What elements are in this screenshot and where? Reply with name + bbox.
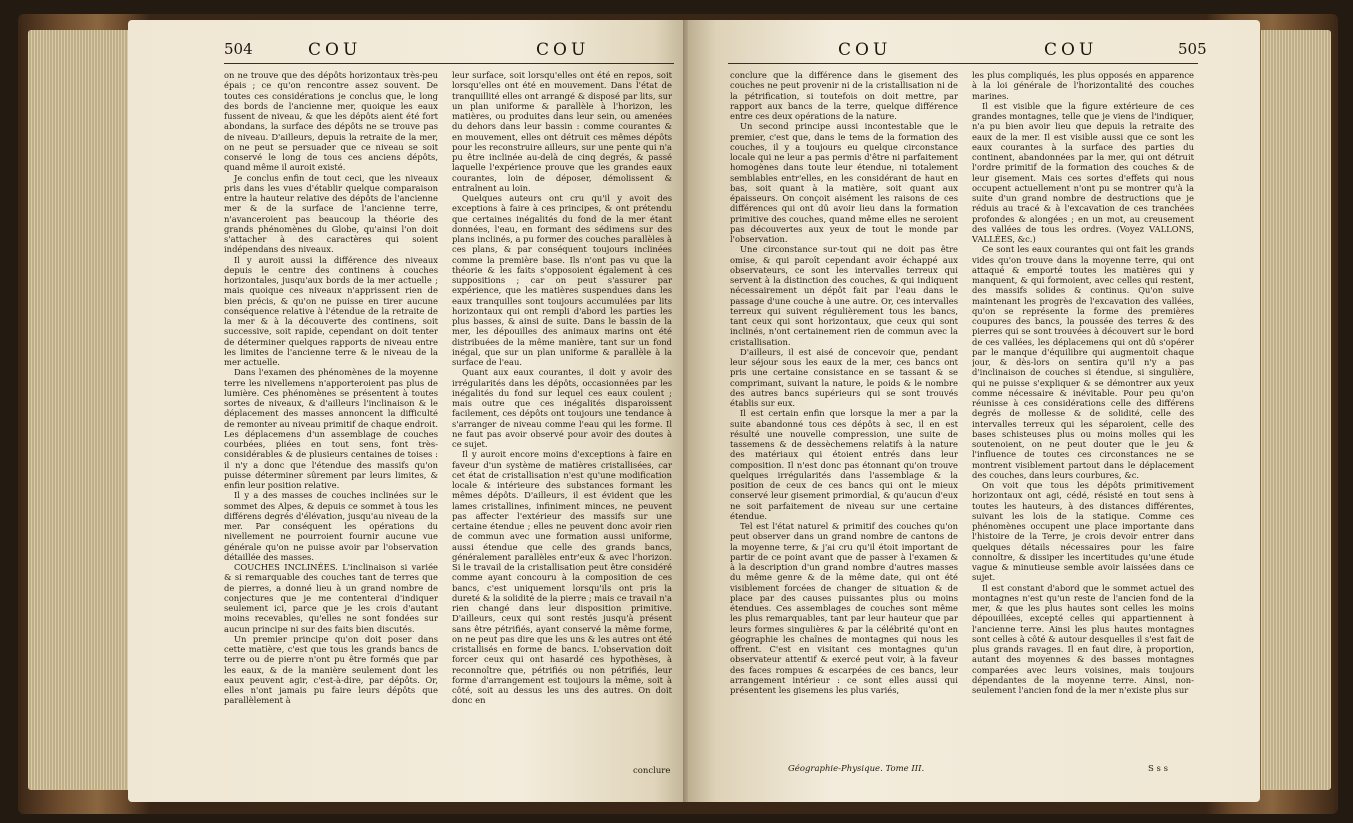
paragraph: Quelques auteurs ont cru qu'il y avoit des exceptions à faire à ces principes, & ont prétendu que certaines inégalités du fond de la mer étant données, l'eau, en formant des sédimens sur des plans inclinés, a pu former des couches parallèles à ces plans, & par conséquent toujours inclinées comme la première base. Ils n'ont pas vu que la théorie & les faits s'opposoient également à ces suppositions ; car on peut s'assurer par expérience, que les matières suspendues dans les eaux tranquilles sont toujours accumulées par lits horizontaux qui ont rempli d'abord les parties les plus basses, & ainsi de suite. Dans le bassin de la mer, les dépouilles des animaux marins ont été distribuées de la même manière, tant sur un fond inégal, que sur un plan uniforme & parallèle à la surface de l'eau. bbox=[452, 193, 672, 367]
paragraph: D'ailleurs, il est aisé de concevoir que, pendant leur séjour sous les eaux de la mer, ces bancs ont pris une certaine consistance en se tassant & se comprimant, suivant la nature, le poids & le nombre des autres bancs supérieurs qui se sont trouvés établis sur eux. bbox=[730, 346, 958, 408]
paragraph: Il est constant d'abord que le sommet actuel des montagnes n'est qu'un reste de l'ancien fond de la mer, & que les plus hautes sont celles les moins dépouillées, excepté celles qui appartiennent à l'ancienne terre. Ainsi les plus hautes montagnes sont celles à côté & autour desquelles il s'est fait de plus grands ravages. Il en faut dire, à proportion, autant des moyennes & des basses montagnes comparées avec leurs voisines, mais toujours dépendantes de la moyenne terre. Ainsi, non-seulement l'ancien fond de la mer n'existe plus sur bbox=[972, 582, 1194, 695]
paragraph: COUCHES INCLINÉES. L'inclinaison si variée & si remarquable des couches tant de terres que de pierres, a donné lieu à un grand nombre de conjectures que je me contenterai d'indiquer seulement ici, parce que je les crois d'autant moins recevables, qu'elles ne sont fondées sur aucun principe ni sur des faits bien discutés. bbox=[224, 562, 438, 634]
left-header-left: COU bbox=[308, 40, 362, 60]
left-catchword: conclure bbox=[633, 766, 671, 776]
left-page-stack bbox=[28, 30, 138, 790]
right-header-right: COU bbox=[1044, 40, 1098, 60]
paragraph: Il est visible que la figure extérieure de ces grandes montagnes, telle que je viens de l'indiquer, n'a pu bien avoir lieu que depuis la retraite des eaux de la mer. Il est visible aussi que ce sont les eaux courantes à la surface des parties du continent, abandonnées par la mer, qui ont détruit l'ordre primitif de la formation des couches & de leur gisement. Mais ces sortes d'effets qui nous occupent actuellement n'ont pu se montrer qu'à la suite d'un grand nombre de destructions que je réduis au tracé & à l'excavation de ces tranchées profondes & alongées ; en un mot, au creusement des vallées de tous les ordres. (Voyez VALLONS, VALLÉES, &c.) bbox=[972, 100, 1194, 244]
paragraph: Il est certain enfin que lorsque la mer a par la suite abandonné tous ces dépôts à sec, il en est résulté une nouvelle compression, une suite de tassemens & de dessèchemens relatifs à la nature des matériaux qui étoient entrés dans leur composition. Il n'est donc pas étonnant qu'on trouve quelques irrégularités dans l'assemblage & la position de ceux de ces bancs qui ont le mieux conservé leur gisement primordial, & qu'aucun d'eux ne soit parfaitement de niveau sur une certaine étendue. bbox=[730, 408, 958, 521]
right-page bbox=[688, 20, 1260, 802]
paragraph: les plus compliqués, les plus opposés en apparence à la loi générale de l'horizontalité des couches marines. bbox=[972, 70, 1194, 101]
paragraph: Il y auroit encore moins d'exceptions à faire en faveur d'un système de matières cristallisées, car cet état de cristallisation n'est qu'une modification locale & intérieure des substances formant les mêmes dépôts. D'ailleurs, il est évident que les lames cristallines, infiniment minces, ne peuvent pas affecter l'extérieur des massifs sur une certaine étendue ; elles ne peuvent donc avoir rien de commun avec une formation aussi uniforme, aussi étendue que celle des grands bancs, généralement parallèles entr'eux & avec l'horizon. Si le travail de la cristallisation peut être considéré comme ayant concouru à la composition de ces bancs, c'est uniquement lorsqu'ils ont pris la dureté & la solidité de la pierre ; mais ce travail n'a rien changé dans leur disposition primitive. D'ailleurs, ceux qui sont restés jusqu'à présent sans être pétrifiés, ayant conservé la même forme, on ne peut pas dire que les uns & les autres ont été cristallisés en forme de bancs. L'observation doit forcer ceux qui ont hasardé ces hypothèses, à reconnoître que, pétrifiés ou non pétrifiés, leur forme d'arrangement est toujours la même, soit à côté, soit au dessus les uns des autres. On doit donc en bbox=[452, 449, 672, 706]
paragraph: Dans l'examen des phénomènes de la moyenne terre les nivellemens n'apporteroient pas plus de lumière. Ces phénomènes se présentent à toutes sortes de niveaux, & d'ailleurs l'inclinaison & le déplacement des masses annoncent la difficulté de remonter au niveau primitif de chaque endroit. Les déplacemens d'un assemblage de couches courbées, pliées en tout sens, font très-considérables & de plusieurs centaines de toises : il n'y a donc que l'étendue des massifs qu'on puisse déterminer sûrement par leurs limites, & enfin leur position relative. bbox=[224, 367, 438, 490]
right-column-1 bbox=[730, 70, 958, 760]
paragraph: Une circonstance sur-tout qui ne doit pas être omise, & qui paroît cependant avoir échappé aux observateurs, ce sont les intervalles terreux qui servent à la distinction des couches, & qui indiquent nécessairement un dépôt fait par l'eau dans le passage d'une couche à une autre. Or, ces intervalles terreux qui suivent régulièrement tous les bancs, tant ceux qui sont horizontaux, que ceux qui sont inclinés, n'ont certainement rien de commun avec la cristallisation. bbox=[730, 244, 958, 347]
paragraph: Un second principe aussi incontestable que le premier, c'est que, dans le tems de la formation des couches, il y a toujours eu quelque circonstance locale qui ne leur a pas permis d'être ni parfaitement homogènes dans toute leur étendue, ni totalement semblables entr'elles, en les considérant de haut en bas, soit quant à la matière, soit quant aux épaisseurs. On conçoit aisément les raisons de ces différences qui ont dû avoir lieu dans la formation primitive des couches, quand même elles ne seroient pas découvertes aux yeux de tout le monde par l'observation. bbox=[730, 121, 958, 244]
left-page-number: 504 bbox=[224, 40, 253, 58]
paragraph: Tel est l'état naturel & primitif des couches qu'on peut observer dans un grand nombre de cantons de la moyenne terre, & j'ai cru qu'il étoit important de partir de ce point avant que de passer à l'examen & à la description d'un grand nombre d'autres masses du même genre & de la même date, qui ont été visiblement forcées de changer de situation & de place par des causes puissantes plus ou moins étendues. Ces assemblages de couches sont même les plus remarquables, tant par leur hauteur que par leurs formes singulières & par la célébrité qu'ont en géographie les chaînes de montagnes qui nous les offrent. C'est en visitant ces montagnes qu'un observateur attentif & exercé peut voir, à la faveur des faces rompues & escarpées de ces bancs, leur arrangement intérieur : ce sont elles aussi qui présentent les gisemens les plus variés, bbox=[730, 521, 958, 695]
left-column-1 bbox=[224, 70, 438, 760]
paragraph: Un premier principe qu'on doit poser dans cette matière, c'est que tous les grands bancs de terre ou de pierre n'ont pu être formés que par les eaux, & de la manière seulement dont les eaux peuvent agir, c'est-à-dire, par dépôts. Or, elles n'ont jamais pu faire leurs dépôts que parallèlement à bbox=[224, 633, 438, 706]
signature-line: Géographie-Physique. Tome III. bbox=[788, 764, 925, 774]
paragraph: Je conclus enfin de tout ceci, que les niveaux pris dans les vues d'établir quelque comparaison entre la hauteur relative des dépôts de l'ancienne mer & de la surface de l'ancienne terre, n'avanceroient pas beaucoup la théorie des grands phénomènes du Globe, qu'ainsi l'on doit s'attacher à des caractères qui soient indépendans des niveaux. bbox=[224, 172, 438, 255]
signature-mark: S s s bbox=[1148, 764, 1168, 774]
left-header-rule bbox=[224, 63, 674, 64]
right-page-stack bbox=[1261, 30, 1331, 790]
left-column-2 bbox=[452, 70, 672, 760]
paragraph: Ce sont les eaux courantes qui ont fait les grands vides qu'on trouve dans la moyenne terre, qui ont attaqué & emporté toutes les matières qui y manquent, & qui formoient, avec celles qui restent, des massifs solides & continus. Qu'on suive maintenant les progrès de l'excavation des vallées, qu'on se représente la forme des premières coupures des bancs, la poussée des terres & des pierres qui se sont trouvées à découvert sur le bord de ces vallées, les déplacemens qui ont dû s'opérer par le manque d'équilibre qui augmentoit chaque jour, & dès-lors on sentira qu'il n'y a pas d'inclinaison de couches si étendue, si singulière, qui ne puisse s'expliquer & se démontrer aux yeux comme nécessaire & inévitable. Pour peu qu'on réunisse à ces considérations celle des différens degrés de mollesse & de solidité, celle des intervalles terreux qui les séparoient, celle des bases schisteuses plus ou moins molles qui les soutenoient, on ne peut douter que le jeu & l'influence de toutes ces circonstances ne se montrent visiblement partout dans le déplacement des couches, dans leurs courbures, &c. bbox=[972, 244, 1194, 480]
paragraph: leur surface, soit lorsqu'elles ont été en repos, soit lorsqu'elles ont été en mouvement. Dans l'état de tranquillité elles ont arrangé & disposé par lits, sur un plan uniforme & parallèle à l'horizon, les matières, ou produites dans leur sein, ou amenées du dehors dans leur bassin : comme courantes & en mouvement, elles ont détruit ces mêmes dépôts pour les reconstruire ailleurs, sur une pente qui n'a pu être inclinée au-delà de cinq degrés, & passé laquelle l'expérience prouve que les grandes eaux courantes, loin de déposer, démolissent & entraînent au loin. bbox=[452, 70, 672, 193]
paragraph: Quant aux eaux courantes, il doit y avoir des irrégularités dans les dépôts, occasionnées par les inégalités du fond sur lequel ces eaux coulent ; mais outre que ces inégalités disparoissent facilement, ces dépôts ont toujours une tendance à s'arranger de niveau comme l'eau qui les forme. Il ne faut pas avoir observé pour avoir des doutes à ce sujet. bbox=[452, 367, 672, 449]
paragraph: On voit que tous les dépôts primitivement horizontaux ont agi, cédé, résisté en tout sens à toutes les hauteurs, à des distances différentes, suivant les lois de la statique. Comme ces phénomènes occupent une place importante dans l'histoire de la Terre, je crois devoir entrer dans quelques détails nécessaires pour les faire connoître, & dissiper les incertitudes qu'une étude vague & minutieuse semble avoir laissées dans ce sujet. bbox=[972, 480, 1194, 583]
right-header-rule bbox=[728, 63, 1198, 64]
paragraph: Il y a des masses de couches inclinées sur le sommet des Alpes, & depuis ce sommet à tous les différens degrés d'élévation, jusqu'au niveau de la mer. Par conséquent les opérations du nivellement ne pourroient fournir aucune vue générale qu'on ne puisse avoir par l'observation détaillée des masses. bbox=[224, 490, 438, 562]
right-header-left: COU bbox=[838, 40, 892, 60]
paragraph: on ne trouve que des dépôts horizontaux très-peu épais ; ce qu'on rencontre assez souvent. De toutes ces considérations je conclus que, le long des bords de l'ancienne mer, quoique les eaux fussent de niveau, & que les dépôts aient été fort abondans, la surface des dépôts ne se trouve pas de niveau. D'ailleurs, depuis la retraite de la mer, on ne peut se persuader que ce niveau se soit conservé le long de tous ces anciens dépôts, quand même il auroit existé. bbox=[224, 70, 438, 173]
left-page bbox=[128, 20, 688, 802]
right-column-2 bbox=[972, 70, 1194, 760]
paragraph: conclure que la différence dans le gisement des couches ne peut provenir ni de la cristallisation ni de la pétrification, si toutefois on doit mettre, par rapport aux bancs de la terre, quelque différence entre ces deux opérations de la nature. bbox=[730, 70, 958, 121]
left-header-right: COU bbox=[536, 40, 590, 60]
right-page-number: 505 bbox=[1178, 40, 1207, 58]
paragraph: Il y auroit aussi la différence des niveaux depuis le centre des continens à couches horizontales, jusqu'aux bords de la mer actuelle ; mais quoique ces niveaux n'apprissent rien de bien précis, & qu'on ne puisse en tirer aucune conséquence relative à l'étendue de la retraite de la mer & à la découverte des continens, soit successive, soit rapide, cependant on doit tenter de déterminer quelques rapports de niveau entre les limites de l'ancienne terre & le niveau de la mer actuelle. bbox=[224, 254, 438, 367]
